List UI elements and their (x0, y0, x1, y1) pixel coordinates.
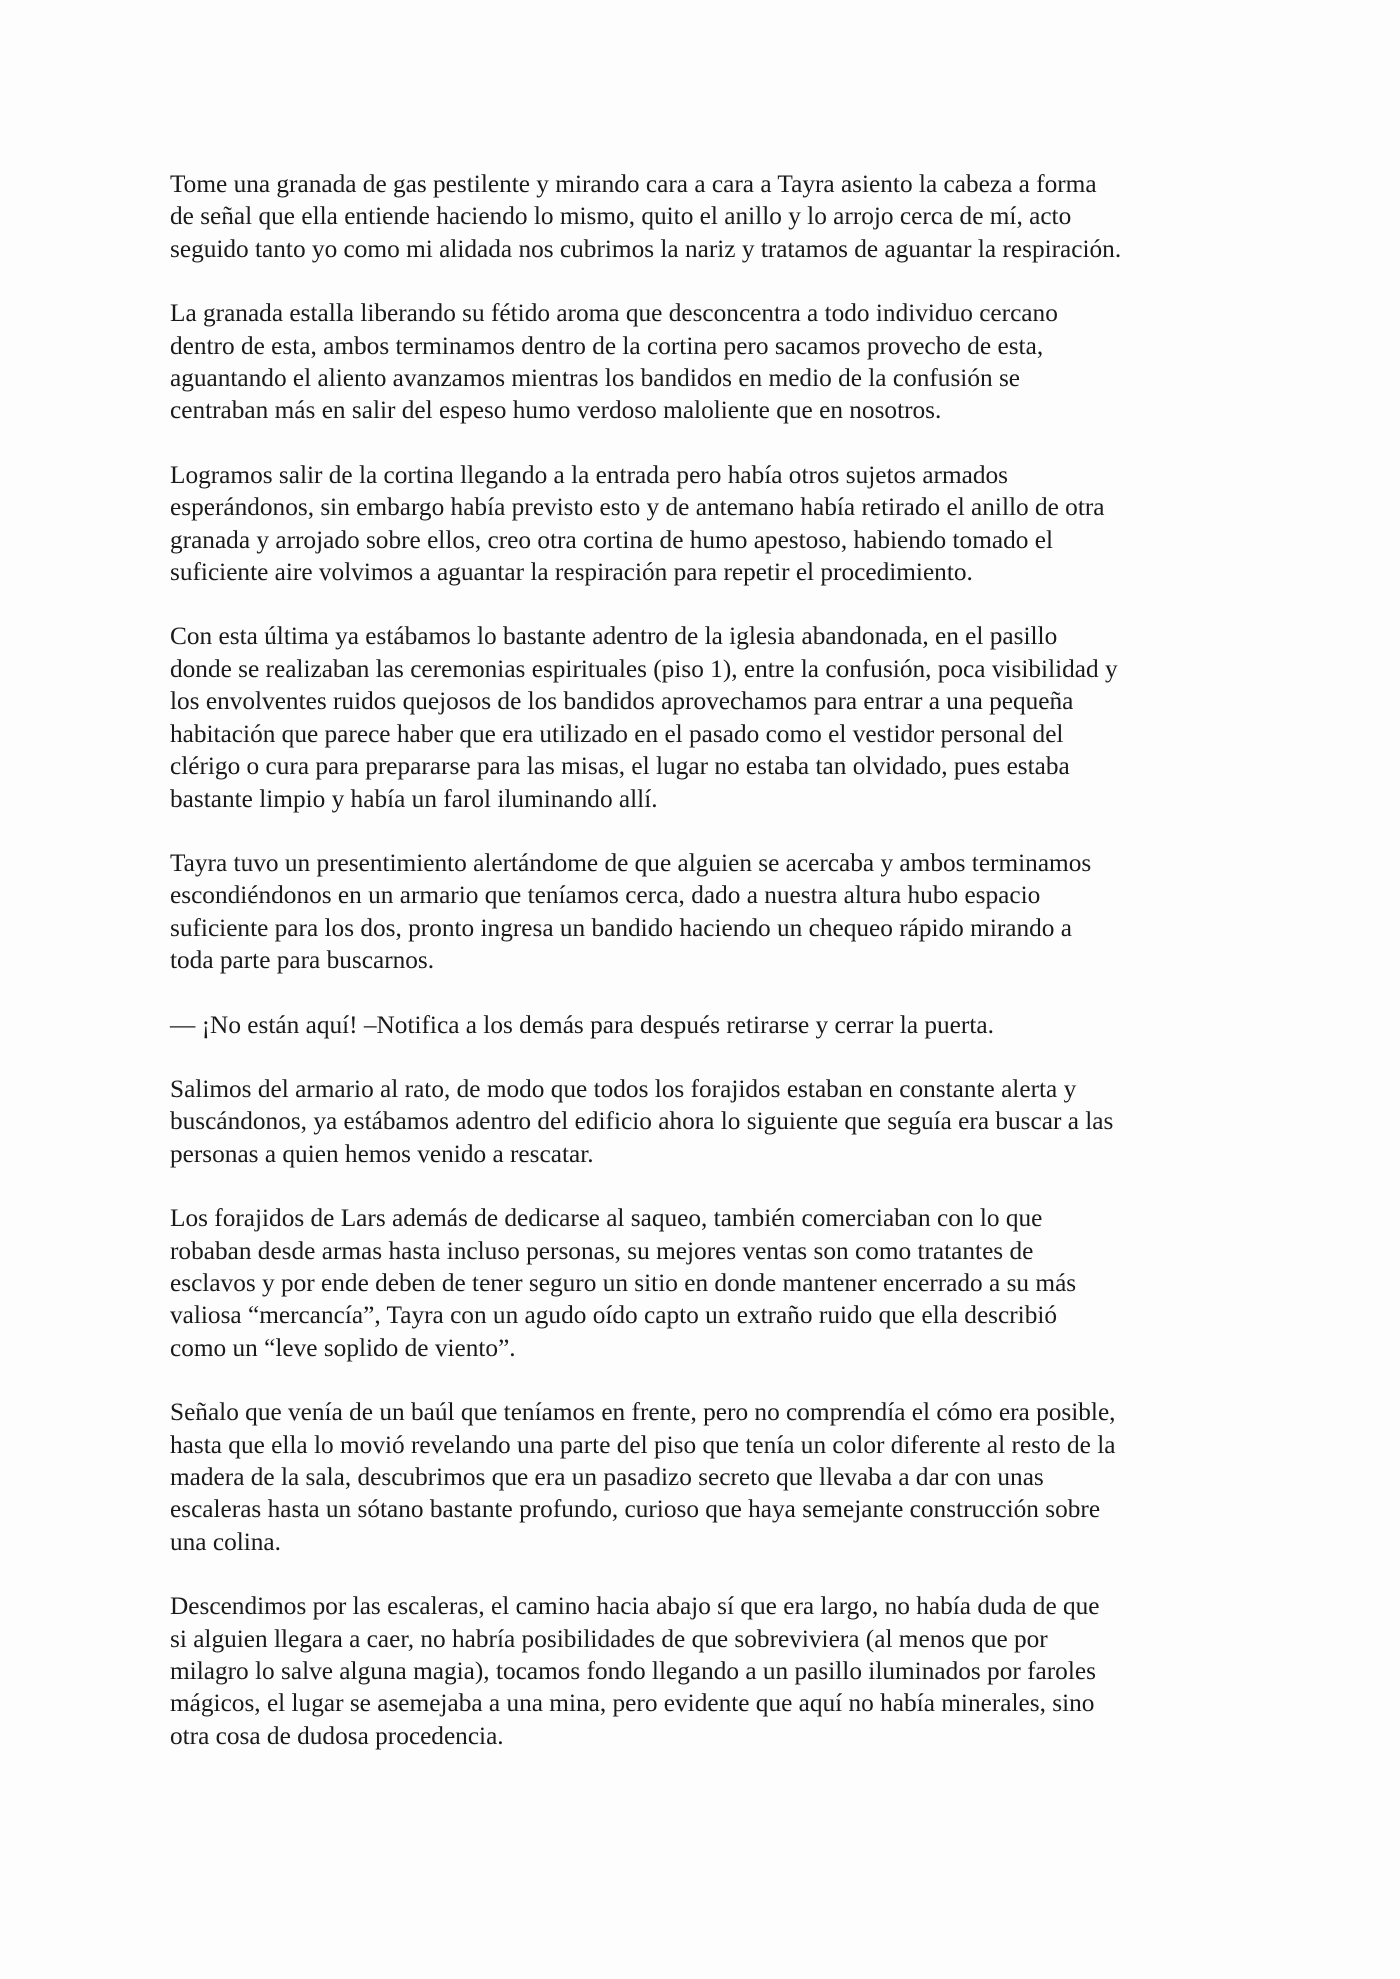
paragraph-5: Tayra tuvo un presentimiento alertándome de que alguien se acercaba y ambos terminamos escondiéndonos en un armario que teníamos cerca, dado a nuestra altura hubo espacio suficiente para los dos, pronto ingresa un bandido haciendo un chequeo rápido mirando a toda parte para buscarnos. (170, 848, 1092, 975)
document-body (170, 168, 1248, 1784)
paragraph-1: Tome una granada de gas pestilente y mirando cara a cara a Tayra asiento la cabeza a forma de señal que ella entiende haciendo lo mismo, quito el anillo y lo arrojo cerca de mí, acto seguido tanto yo como mi alidada nos cubrimos la nariz y tratamos de aguantar la respiración. (170, 170, 1122, 263)
paragraph-10: Descendimos por las escaleras, el camino hacia abajo sí que era largo, no había duda de que si alguien llegara a caer, no habría posibilidades de que sobreviviera (al menos que por milagro lo salve alguna magia), tocamos fondo llegando a un pasillo iluminados por faroles mágicos, el lugar se asemejaba a una mina, pero evidente que aquí no había minerales, sino otra cosa de dudosa procedencia. (170, 1592, 1100, 1750)
paragraph-4: Con esta última ya estábamos lo bastante adentro de la iglesia abandonada, en el pasillo donde se realizaban las ceremonias espirituales (piso 1), entre la confusión, poca visibilidad y los envolventes ruidos quejosos de los bandidos aprovechamos para entrar a una pequeña habitación que parece haber que era utilizado en el pasado como el vestidor personal del clérigo o cura para prepararse para las misas, el lugar no estaba tan olvidado, pues estaba bastante limpio y había un farol iluminando allí. (170, 622, 1118, 813)
paragraph-9: Señalo que venía de un baúl que teníamos en frente, pero no comprendía el cómo era posible, hasta que ella lo movió revelando una parte del piso que tenía un color diferente al resto de la madera de la sala, descubrimos que era un pasadizo secreto que llevaba a dar con unas escaleras hasta un sótano bastante profundo, curioso que haya semejante construcción sobre una colina. (170, 1398, 1116, 1556)
paragraph-8: Los forajidos de Lars además de dedicarse al saqueo, también comerciaban con lo que robaban desde armas hasta incluso personas, su mejores ventas son como tratantes de esclavos y por ende deben de tener seguro un sitio en donde mantener encerrado a su más valiosa “mercancía”, Tayra con un agudo oído capto un extraño ruido que ella describió como un “leve soplido de viento”. (170, 1204, 1077, 1362)
paragraph-7: Salimos del armario al rato, de modo que todos los forajidos estaban en constante alerta y buscándonos, ya estábamos adentro del edificio ahora lo siguiente que seguía era buscar a las personas a quien hemos venido a rescatar. (170, 1074, 1114, 1168)
paragraph-3: Logramos salir de la cortina llegando a la entrada pero había otros sujetos armados esperándonos, sin embargo había previsto esto y de antemano había retirado el anillo de otra granada y arrojado sobre ellos, creo otra cortina de humo apestoso, habiendo tomado el suficiente aire volvimos a aguantar la respiración para repetir el procedimiento. (170, 460, 1105, 587)
paragraph-2: La granada estalla liberando su fétido aroma que desconcentra a todo individuo cercano dentro de esta, ambos terminamos dentro de la cortina pero sacamos provecho de esta, aguantando el aliento avanzamos mientras los bandidos en medio de la confusión se centraban más en salir del espeso humo verdoso maloliente que en nosotros. (170, 299, 1058, 425)
dialogue-line: — ¡No están aquí! –Notifica a los demás para después retirarse y cerrar la puerta. (170, 1010, 994, 1039)
